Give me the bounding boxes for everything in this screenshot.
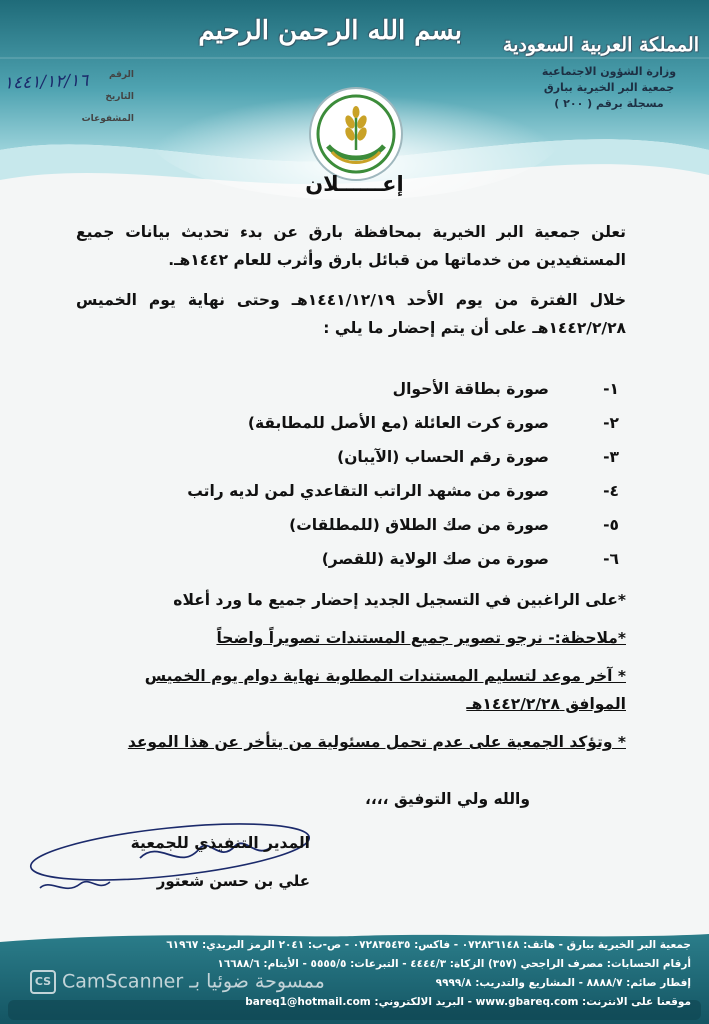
deadline-line — [40, 690, 626, 718]
registration-number: مسجلة برقم ( ٢٠٠ ) — [554, 97, 664, 110]
list-item — [169, 474, 619, 508]
deadline-line-1: * آخر موعد لتسليم المستندات المطلوبة نهاية دوام يوم الخميس — [144, 667, 626, 685]
list-text: صورة بطاقة الأحوال — [392, 380, 549, 398]
deadline-note — [40, 662, 626, 718]
footer-projects: إفطار صائم: ٨٨٨٨/٧ - المشاريع والتدريب: ٩٩٩٩/٨ — [435, 977, 691, 989]
camscanner-logo-icon: CS — [30, 970, 56, 994]
watermark-text: CamScanner ممسوحة ضوئيا بـ — [62, 970, 325, 993]
list-number: ٦- — [603, 550, 619, 568]
intro-paragraph: تعلن جمعية البر الخيرية بمحافظة بارق عن بدء تحديث بيانات جميع المستفيدين من خدماتها من قبائل بارق وأثرب للعام ١٤٤٢هـ. — [76, 223, 626, 269]
list-text: صورة من صك الولاية (للقصر) — [321, 550, 549, 568]
signer-block — [100, 832, 310, 892]
attachments-label: المشفوعات — [81, 114, 134, 124]
footer-contact: جمعية البر الخيرية ببارق - هاتف: ٠٧٢٨٢٦١٤٨ - فاكس: ٠٧٢٨٣٥٤٣٥ - ص-ب: ٢٠٤١ الرمز البريدي: ٦١٩٦٧ — [166, 939, 691, 951]
new-registration-note: *على الراغبين في التسجيل الجديد إحضار جميع ما ورد أعلاه — [173, 591, 626, 609]
list-number: ١- — [603, 380, 619, 398]
list-item — [169, 508, 619, 542]
list-text: صورة من مشهد الراتب التقاعدي لمن لديه راتب — [187, 482, 549, 500]
list-item — [169, 542, 619, 576]
ministry-name: وزارة الشؤون الاجتماعية — [541, 65, 677, 78]
period-paragraph: خلال الفترة من يوم الأحد ١٤٤١/١٢/١٩هـ وحتى نهاية يوم الخميس ١٤٤٢/٢/٢٨هـ على أن يتم إحضار ما يلي : — [76, 291, 627, 337]
requirements-list — [169, 372, 619, 576]
responsibility-text: * وتؤكد الجمعية على عدم تحمل مسئولية من يتأخر عن هذا الموعد — [127, 733, 626, 751]
camscanner-watermark — [30, 970, 370, 996]
basmala-calligraphy: بسم الله الرحمن الرحيم — [198, 16, 462, 46]
remark-text: *ملاحظة:- نرجو تصوير جميع المستندات تصويراً واضحاً — [216, 629, 626, 647]
announcement-body — [76, 218, 626, 342]
notes-section — [40, 586, 626, 756]
list-item — [169, 440, 619, 474]
number-label: الرقم — [108, 70, 134, 80]
organization-block — [519, 64, 699, 112]
remark-note — [40, 624, 626, 652]
list-number: ٣- — [603, 448, 619, 466]
announcement-title — [0, 172, 709, 196]
signer-title: المدير التنفيذي للجمعية — [130, 834, 310, 852]
date-label: التاريخ — [105, 92, 134, 102]
title-text: إعــــــلان — [305, 172, 404, 196]
list-item — [169, 406, 619, 440]
list-number: ٤- — [603, 482, 619, 500]
kingdom-name: المملكة العربية السعودية — [502, 34, 699, 56]
list-text: صورة من صك الطلاق (للمطلقات) — [289, 516, 549, 534]
responsibility-note — [40, 728, 626, 756]
deadline-line-2: الموافق ١٤٤٢/٢/٢٨هـ — [466, 695, 626, 713]
organization-name: جمعية البر الخيرية ببارق — [543, 81, 675, 94]
list-text: صورة كرت العائلة (مع الأصل للمطابقة) — [247, 414, 549, 432]
closing-line: والله ولي التوفيق ،،،، — [365, 790, 530, 808]
list-number: ٢- — [603, 414, 619, 432]
charity-logo-icon — [306, 84, 406, 184]
footer-accounts: أرقام الحسابات: مصرف الراجحي (٣٥٧) الزكاة: ٤٤٤٤/٣ - التبرعات: ٥٥٥٥/٥ - الأيتام: ١٦٦٨٨/٦ — [217, 958, 691, 970]
list-item — [169, 372, 619, 406]
list-number: ٥- — [603, 516, 619, 534]
list-text: صورة رقم الحساب (الآيبان) — [337, 448, 549, 466]
reference-fields — [81, 64, 134, 130]
footer-online: موقعنا على الانترنت: www.gbareq.com - البريد الالكتروني: bareq1@hotmail.com — [245, 996, 691, 1008]
signer-name: علي بن حسن شعتور — [156, 872, 310, 890]
handwritten-date: ١٤٤١/١٢/١٦ — [3, 70, 89, 94]
deadline-line — [40, 662, 626, 690]
